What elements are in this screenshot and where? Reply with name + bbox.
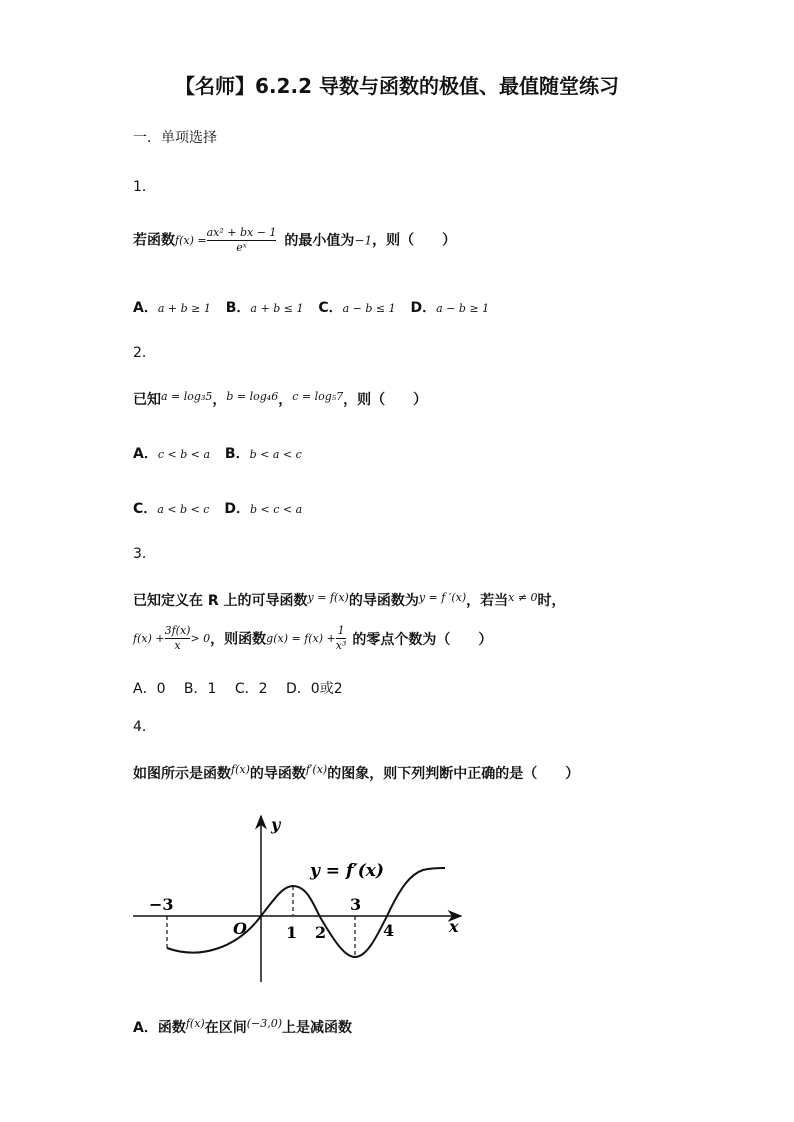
q3-line2 <box>133 624 492 653</box>
section-heading: 一．单项选择 <box>133 130 217 146</box>
q1-optD-label: D． <box>410 300 437 316</box>
q4-optA-mid: 在区间 <box>204 1020 247 1036</box>
q1-optC-label: C． <box>318 300 343 316</box>
q2-optC: a < b < c <box>157 503 210 516</box>
q1-optC: a − b ≤ 1 <box>342 302 396 315</box>
q3-cond-rhs: > 0 <box>190 632 211 645</box>
q3-g-num: 1 <box>337 624 345 637</box>
q3-line1-mid: 的导函数为 <box>348 593 419 609</box>
derivative-curve <box>167 868 445 957</box>
curve-label: y = f′(x) <box>310 861 384 881</box>
q2-optD: b < c < a <box>249 503 303 516</box>
q3-yfx: y = f(x) <box>307 591 349 604</box>
q4-prefix: 如图所示是函数 <box>133 766 231 782</box>
tick-label-1: 1 <box>286 923 298 942</box>
q2-a-expr: a = log₃5 <box>161 390 213 403</box>
q1-stem <box>133 226 456 255</box>
q3-cond-fraction <box>165 624 191 653</box>
q1-optA: a + b ≥ 1 <box>157 302 211 315</box>
q2-optA: c < b < a <box>157 448 211 461</box>
q3-line1 <box>133 590 566 610</box>
q3-line1-prefix: 已知定义在 R 上的可导函数 <box>133 593 308 609</box>
q3-line2-mid: ，则函数 <box>210 631 267 648</box>
page-title: 【名师】6.2.2 导数与函数的极值、最值随堂练习 <box>175 74 619 98</box>
q2-prefix: 已知 <box>133 392 161 408</box>
q2-sep1: ， <box>212 392 227 408</box>
q1-prefix: 若函数 <box>133 232 175 249</box>
q1-optB: a + b ≤ 1 <box>250 302 304 315</box>
q1-options <box>133 297 489 317</box>
q2-b-expr: b = log₄6 <box>226 390 279 403</box>
x-axis-label: x <box>449 917 459 936</box>
q3-cond-num: 3f(x) <box>164 624 191 637</box>
q4-optA-interval: (−3,0) <box>246 1017 282 1030</box>
q1-fraction <box>207 226 277 255</box>
q3-cond-den: x <box>165 638 191 653</box>
q4-stem <box>133 763 579 783</box>
q3-g-lhs: g(x) = f(x) + <box>266 632 336 645</box>
q2-optD-label: D． <box>224 501 250 517</box>
tick-label-3: 3 <box>350 895 362 914</box>
q4-fpx: f′(x) <box>305 763 328 776</box>
q3-line2-suffix: 的零点个数为（ ） <box>352 631 493 648</box>
q4-suffix: 的图象，则下列判断中正确的是（ ） <box>327 766 580 782</box>
q1-f-num: ax² + bx − 1 <box>206 226 277 239</box>
q3-number: 3． <box>133 546 156 562</box>
q2-number: 2． <box>133 345 156 361</box>
q1-mid: 的最小值为 <box>284 232 355 249</box>
q1-f-den: eˣ <box>207 240 277 255</box>
q3-g-den: x³ <box>335 639 347 652</box>
q3-line1-mid2: ，若当 <box>466 593 509 609</box>
q3-cond-lhs: f(x) + <box>133 632 165 645</box>
q2-options-row2 <box>133 498 302 518</box>
q4-optA-suffix: 上是减函数 <box>282 1020 352 1036</box>
q1-minval: −1 <box>354 233 373 248</box>
tick-label-neg3: −3 <box>149 895 174 914</box>
q3-g-fraction <box>336 624 347 653</box>
tick-label-2: 2 <box>315 923 327 942</box>
q2-optA-label: A． <box>133 446 158 462</box>
q1-f-lhs: f(x) = <box>175 234 207 247</box>
q1-optB-label: B． <box>225 300 251 316</box>
q4-optA-fx: f(x) <box>185 1017 205 1030</box>
tick-label-4: 4 <box>383 921 395 940</box>
q4-optA-prefix: A．函数 <box>133 1020 186 1036</box>
q1-number: 1． <box>133 179 156 195</box>
q1-suffix: ，则（ ） <box>372 232 457 249</box>
q1-optA-label: A． <box>133 300 158 316</box>
q1-optD: a − b ≥ 1 <box>436 302 490 315</box>
q4-fx: f(x) <box>231 763 250 776</box>
q3-line1-suffix: 时， <box>537 593 566 609</box>
q2-optB: b < a < c <box>249 448 302 461</box>
q4-mid: 的导函数 <box>249 766 306 782</box>
q3-yfpx: y = f ′(x) <box>418 591 467 604</box>
q2-c-expr: c = log₅7 <box>292 390 344 403</box>
y-axis-label: y <box>271 815 281 834</box>
q2-suffix: ，则（ ） <box>343 392 428 408</box>
q2-optC-label: C． <box>133 501 158 517</box>
q4-number: 4． <box>133 719 156 735</box>
q2-sep2: ， <box>278 392 293 408</box>
derivative-graph <box>125 808 475 988</box>
q3-xne0: x ≠ 0 <box>508 591 538 604</box>
origin-label: O <box>233 919 247 938</box>
q2-stem <box>133 389 427 409</box>
q2-options-row1 <box>133 443 302 463</box>
q4-optA <box>133 1017 352 1037</box>
q3-options: A．0 B．1 C．2 D．0或2 <box>133 681 343 697</box>
q2-optB-label: B． <box>224 446 250 462</box>
